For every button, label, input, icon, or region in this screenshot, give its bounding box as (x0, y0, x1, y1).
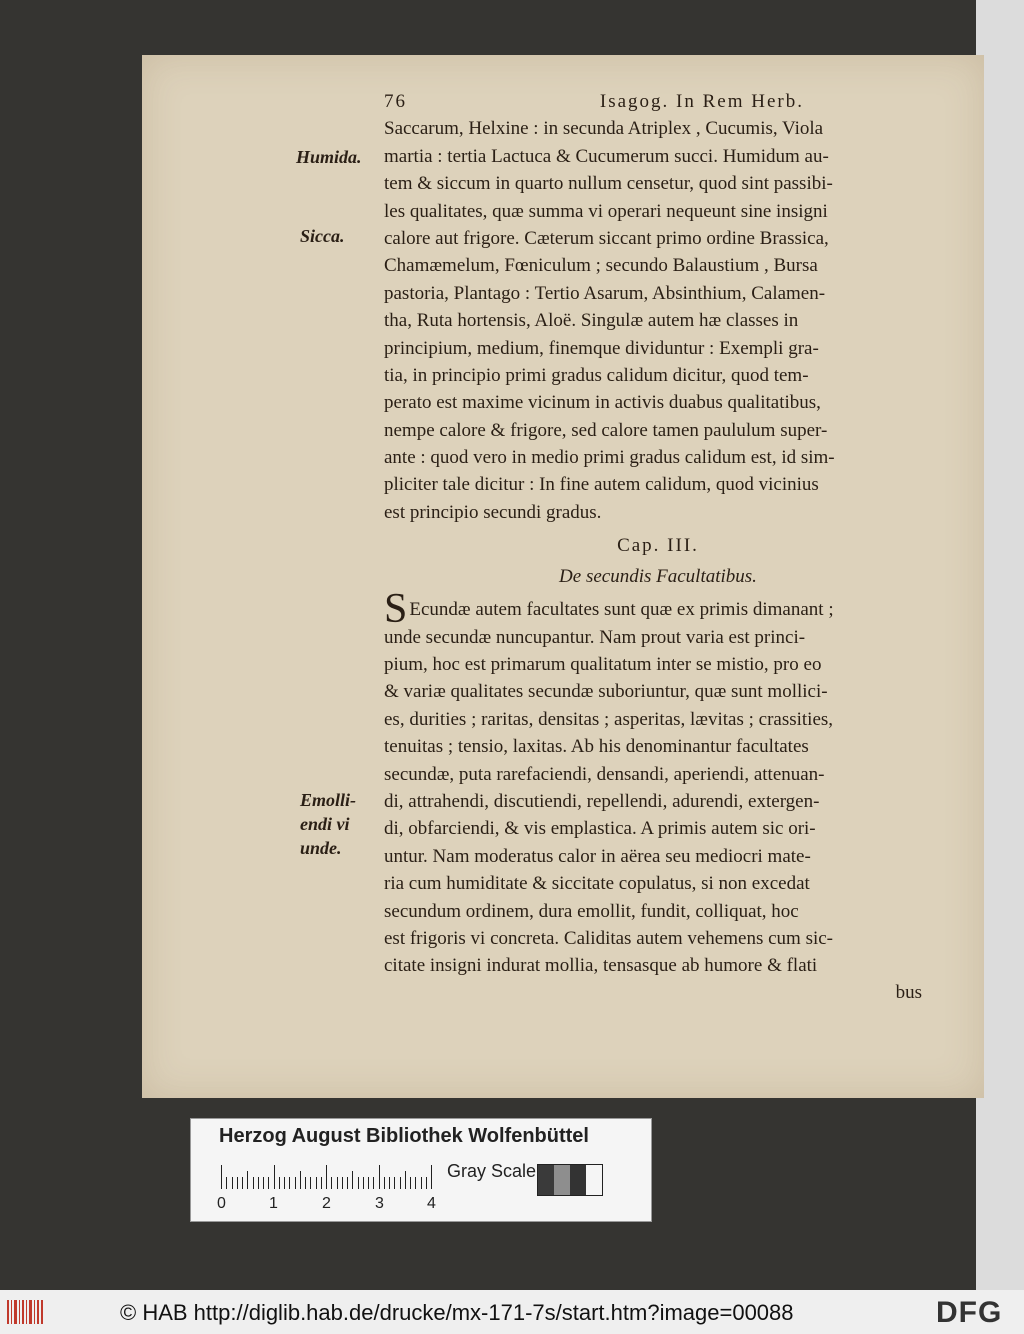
ruler-tick (394, 1177, 395, 1189)
ruler-label: 4 (427, 1195, 436, 1212)
drop-cap: S (384, 586, 408, 633)
catchword: bus (895, 981, 922, 1003)
text-line: nempe calore & frigore, sed calore tamen paululum super- (384, 419, 828, 441)
chapter-subheading: De secundis Facultatibus. (559, 566, 757, 588)
text-line: pastoria, Plantago : Tertio Asarum, Absinthium, Calamen- (384, 282, 826, 304)
barcode-icon (6, 1298, 46, 1326)
ruler-label: 1 (269, 1195, 278, 1212)
ruler-tick (410, 1177, 411, 1189)
text-line: pliciter tale dicitur : In fine autem calidum, quod vicinius (384, 474, 819, 496)
text-line: pium, hoc est primarum qualitatum inter se mistio, pro eo (384, 654, 822, 676)
gray-scale-swatches (537, 1164, 603, 1196)
text-line: secundæ, puta rarefaciendi, densandi, aperiendi, attenuan- (384, 763, 825, 785)
page-text-block (384, 88, 944, 1006)
copyright-url: © HAB http://diglib.hab.de/drucke/mx-171-7s/start.htm?image=00088 (120, 1300, 794, 1325)
text-line: tem & siccum in quarto nullum censetur, quod sint passibi- (384, 173, 833, 195)
text-line: ante : quod vero in medio primi gradus calidum est, id sim- (384, 447, 835, 469)
chapter-heading: Cap. III. (617, 535, 699, 557)
text-line: secundum ordinem, dura emollit, fundit, colliquat, hoc (384, 900, 799, 922)
gray-swatch (538, 1165, 554, 1195)
running-title: Isagog. In Rem Herb. (599, 91, 804, 112)
text-line: est principio secundi gradus. (384, 501, 602, 523)
ruler-tick (347, 1177, 348, 1189)
ruler-tick (274, 1165, 275, 1189)
ruler-tick (331, 1177, 332, 1189)
ruler-tick (326, 1165, 327, 1189)
margin-note-sicca: Sicca. (300, 226, 345, 246)
text-line: di, attrahendi, discutiendi, repellendi, adurendi, extergen- (384, 790, 820, 812)
ruler-tick (247, 1171, 248, 1189)
ruler-tick (384, 1177, 385, 1189)
ruler-tick (242, 1177, 243, 1189)
margin-note-emolliendi (300, 788, 356, 860)
ruler-label: 3 (375, 1195, 384, 1212)
ruler-tick (363, 1177, 364, 1189)
ruler-tick (289, 1177, 290, 1189)
running-head (384, 88, 804, 115)
text-line: citate insigni indurat mollia, tensasque ab humore & flati (384, 955, 818, 977)
ruler-tick (295, 1177, 296, 1189)
text-line: Saccarum, Helxine : in secunda Atriplex , Cucumis, Viola (384, 118, 824, 140)
text-line: ria cum humiditate & siccitate copulatus, si non excedat (384, 873, 810, 895)
ruler-tick (379, 1165, 380, 1189)
dfg-logo: DFG (936, 1296, 1003, 1329)
ruler-label: 0 (217, 1195, 226, 1212)
text-line: martia : tertia Lactuca & Cucumerum succi. Humidum au- (384, 145, 829, 167)
ruler-tick (405, 1171, 406, 1189)
ruler-tick (284, 1177, 285, 1189)
gray-scale-label: Gray Scale (447, 1161, 537, 1181)
ruler-tick (221, 1165, 222, 1189)
ruler-tick (310, 1177, 311, 1189)
ruler-tick (415, 1177, 416, 1189)
ruler-tick (232, 1177, 233, 1189)
scale-ruler (221, 1165, 433, 1189)
text-line: tenuitas ; tensio, laxitas. Ab his denominantur facultates (384, 736, 809, 758)
paragraph-part2 (384, 624, 944, 980)
ruler-tick (352, 1171, 353, 1189)
color-calibration-bar (190, 1118, 652, 1222)
text-line: perato est maxime vicinum in activis duabus qualitatibus, (384, 392, 821, 414)
ruler-label: 2 (322, 1195, 331, 1212)
ruler-tick (300, 1171, 301, 1189)
ruler-tick (279, 1177, 280, 1189)
ruler-tick (237, 1177, 238, 1189)
paragraph-part1 (384, 115, 944, 526)
ruler-tick (421, 1177, 422, 1189)
ruler-tick (337, 1177, 338, 1189)
text-line: calore aut frigore. Cæterum siccant primo ordine Brassica, (384, 227, 829, 249)
ruler-tick (316, 1177, 317, 1189)
gray-swatch (554, 1165, 570, 1195)
margin-note-line: Emolli- (300, 790, 357, 810)
ruler-tick (400, 1177, 401, 1189)
text-line: principium, medium, finemque dividuntur : Exempli gra- (384, 337, 819, 359)
margin-note-humida: Humida. (296, 147, 362, 167)
page-number: 76 (384, 91, 407, 112)
ruler-tick (358, 1177, 359, 1189)
footer-bar (0, 1290, 1024, 1334)
text-line: untur. Nam moderatus calor in aërea seu mediocri mate- (384, 845, 811, 867)
paragraph-first-line (384, 586, 944, 633)
ruler-tick (389, 1177, 390, 1189)
ruler-tick (431, 1165, 432, 1189)
gray-swatch (570, 1165, 586, 1195)
library-name: Herzog August Bibliothek Wolfenbüttel (219, 1125, 589, 1147)
text-line: & variæ qualitates secundæ suboriuntur, quæ sunt mollici- (384, 681, 828, 703)
gray-swatch (586, 1165, 602, 1195)
ruler-tick (368, 1177, 369, 1189)
text-line: di, obfarciendi, & vis emplastica. A primis autem sic ori- (384, 818, 816, 840)
text-line: unde secundæ nuncupantur. Nam prout varia est princi- (384, 626, 806, 648)
first-line-text: Ecundæ autem facultates sunt quæ ex primis dimanant ; (409, 599, 834, 621)
text-line: est frigoris vi concreta. Caliditas autem vehemens cum sic- (384, 927, 833, 949)
text-line: Chamæmelum, Fœniculum ; secundo Balaustium , Bursa (384, 255, 818, 277)
text-line: es, durities ; raritas, densitas ; asperitas, lævitas ; crassities, (384, 708, 834, 730)
ruler-tick (263, 1177, 264, 1189)
ruler-tick (268, 1177, 269, 1189)
text-line: tha, Ruta hortensis, Aloë. Singulæ autem hæ classes in (384, 310, 799, 332)
ruler-tick (373, 1177, 374, 1189)
text-line: les qualitates, quæ summa vi operari nequeunt sine insigni (384, 200, 828, 222)
text-line: tia, in principio primi gradus calidum dicitur, quod tem- (384, 364, 809, 386)
ruler-tick (342, 1177, 343, 1189)
margin-note-line: endi vi (300, 814, 350, 834)
margin-note-line: unde. (300, 838, 342, 858)
ruler-tick (258, 1177, 259, 1189)
ruler-tick (321, 1177, 322, 1189)
ruler-tick (305, 1177, 306, 1189)
ruler-tick (226, 1177, 227, 1189)
ruler-tick (426, 1177, 427, 1189)
ruler-tick (253, 1177, 254, 1189)
